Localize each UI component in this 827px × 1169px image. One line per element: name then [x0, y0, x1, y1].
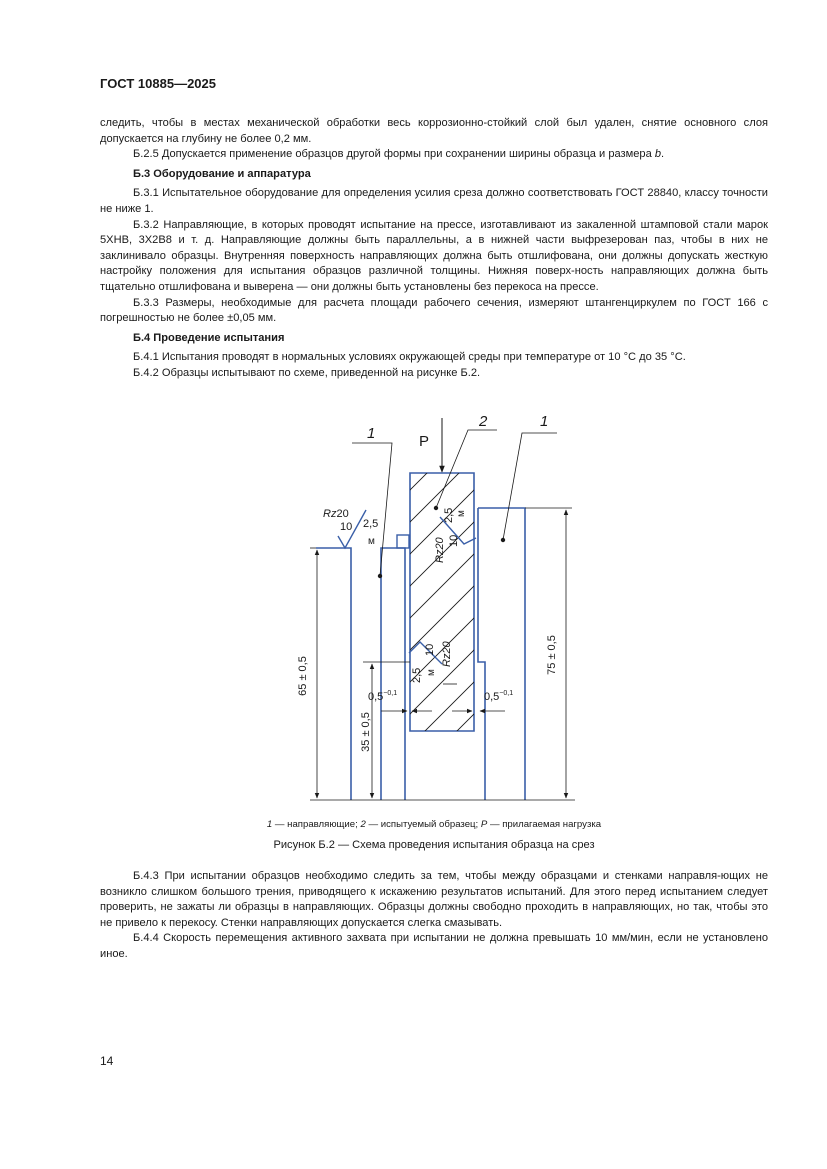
paragraph-b4-3: Б.4.3 При испытании образцов необходимо следить за тем, чтобы между образцами и стенками направля-ющих не возникло слишком большого трения, приводящего к искажению результатов испытаний. Для этого перед испытанием следует проверить, не зажаты ли образцы в направляющих. Образцы должны свободно проходить в направляющих, но так, чтобы это не привело к перекосу. Стенки направляющих допускается слегка смазывать. [100, 870, 768, 929]
leader-1-right-dot [501, 538, 505, 542]
leader-1-right-label: 1 [540, 413, 549, 430]
figure-b2 [230, 404, 650, 819]
leader-2-dot [434, 506, 438, 510]
gap-right-base: 0,5 [484, 691, 500, 703]
paragraph-continuation: следить, чтобы в местах механической обработки весь коррозионно-стойкий слой был удален, снятие основного слоя допускается на глубину не более 0,2 мм. [100, 117, 768, 145]
document-header: ГОСТ 10885—2025 [100, 76, 216, 91]
rz-left-label [323, 508, 349, 520]
gap-right-sup: −0,1 [499, 690, 514, 697]
rz-left-10: 10 [340, 521, 353, 533]
heading-b4: Б.4 Проведение испытания [133, 331, 285, 344]
paragraph-b3-1: Б.3.1 Испытательное оборудование для определения усилия среза должно соответствовать ГОСТ 28840, классу точности не ниже 1. [100, 187, 768, 215]
paragraph-b3-2: Б.3.2 Направляющие, в которых проводят испытание на прессе, изготавливают из закаленной штамповой стали марок 5ХНВ, 3Х2В8 и т. д. Направляющие должны быть параллельны, а в нижней части выфрезерован паз, чтобы в них не заклинивало образцы. Внутренняя поверхность направляющих должна быть отшлифована, они должны допускать жесткую настройку положения для испытания образцов различной толщины. Нижняя поверх-ность направляющих должна быть тщательно отшлифована и выверена — они должны быть установлены без перекоса на прессе. [100, 218, 768, 293]
leader-1-left-dot [378, 574, 382, 578]
page-number: 14 [100, 1054, 114, 1068]
rz-lower-10: 10 [424, 643, 436, 656]
heading-b3: Б.3 Оборудование и аппаратура [133, 167, 311, 180]
gap-left-sup: −0,1 [383, 690, 398, 697]
roughness-left [323, 508, 378, 548]
left-guide-outline [316, 548, 351, 800]
leader-2-label: 2 [479, 413, 488, 430]
text-block-top [100, 116, 768, 382]
specimen [380, 420, 480, 808]
left-guide-inner [381, 548, 405, 800]
paragraph-b4-1: Б.4.1 Испытания проводят в нормальных условиях окружающей среды при температуре от 10 °С до 35 °С. [133, 351, 686, 364]
dim-75-label: 75 ± 0,5 [546, 635, 558, 675]
right-guide-step [478, 508, 485, 800]
rz-upper-rz20: Rz20 [434, 537, 446, 563]
leader-2 [436, 430, 497, 508]
leader-1-left-label: 1 [367, 425, 376, 442]
rz-lower-rz20: Rz20 [441, 641, 453, 667]
dim-35-label: 35 ± 0,5 [360, 712, 372, 752]
gap-right-label [484, 690, 513, 703]
figure-caption: Рисунок Б.2 — Схема проведения испытания образца на срез [273, 839, 595, 851]
shear-test-diagram [230, 404, 650, 819]
roughness-center-lower [409, 640, 457, 684]
paragraph-b2-5 [100, 147, 768, 163]
legend-p-text: — прилагаемая нагрузка [487, 819, 602, 830]
leader-1-left [352, 443, 392, 576]
rz-left-rz: Rz [323, 508, 337, 520]
legend-2: 2 [360, 819, 366, 830]
var-b: b [654, 148, 662, 161]
rz-lower-m: м [426, 669, 437, 676]
roughness-center-upper [434, 508, 476, 563]
period: . [661, 148, 665, 161]
load-label: P [419, 433, 430, 450]
rz-left-25: 2,5 [363, 518, 379, 530]
rz-left-val: 20 [336, 508, 349, 520]
paragraph-b3-3: Б.3.3 Размеры, необходимые для расчета площади рабочего сечения, измеряют штангенциркулем по ГОСТ 166 с погрешностью не более ±0,05 мм. [100, 296, 768, 325]
figure-legend [100, 819, 768, 830]
legend-1: 1 [266, 819, 273, 830]
rz-upper-10: 10 [448, 534, 460, 547]
text-block-bottom [100, 869, 768, 963]
gap-left-base: 0,5 [368, 691, 384, 703]
legend-1-text: — направляющие; [272, 819, 361, 830]
paragraph-b4-4: Б.4.4 Скорость перемещения активного захвата при испытании не должна превышать 10 мм/мин, если не установлено иное. [100, 932, 768, 960]
leader-1-right [503, 433, 557, 540]
legend-2-text: — испытуемый образец; [365, 819, 481, 830]
paragraph-b4-2: Б.4.2 Образцы испытывают по схеме, приведенной на рисунке Б.2. [133, 366, 481, 379]
rz-upper-m: м [456, 510, 467, 517]
legend-p: P [480, 819, 488, 830]
left-guide-chamfer [397, 535, 409, 548]
rz-left-m: м [368, 536, 375, 547]
paragraph-b2-5-text: Б.2.5 Допускается применение образцов другой формы при сохранении ширины образца и размера [133, 148, 655, 161]
gap-left-label [368, 690, 397, 703]
dim-65-label: 65 ± 0,5 [297, 656, 309, 696]
rz-lower-25: 2,5 [411, 667, 423, 683]
rz-upper-25: 2,5 [443, 507, 455, 523]
